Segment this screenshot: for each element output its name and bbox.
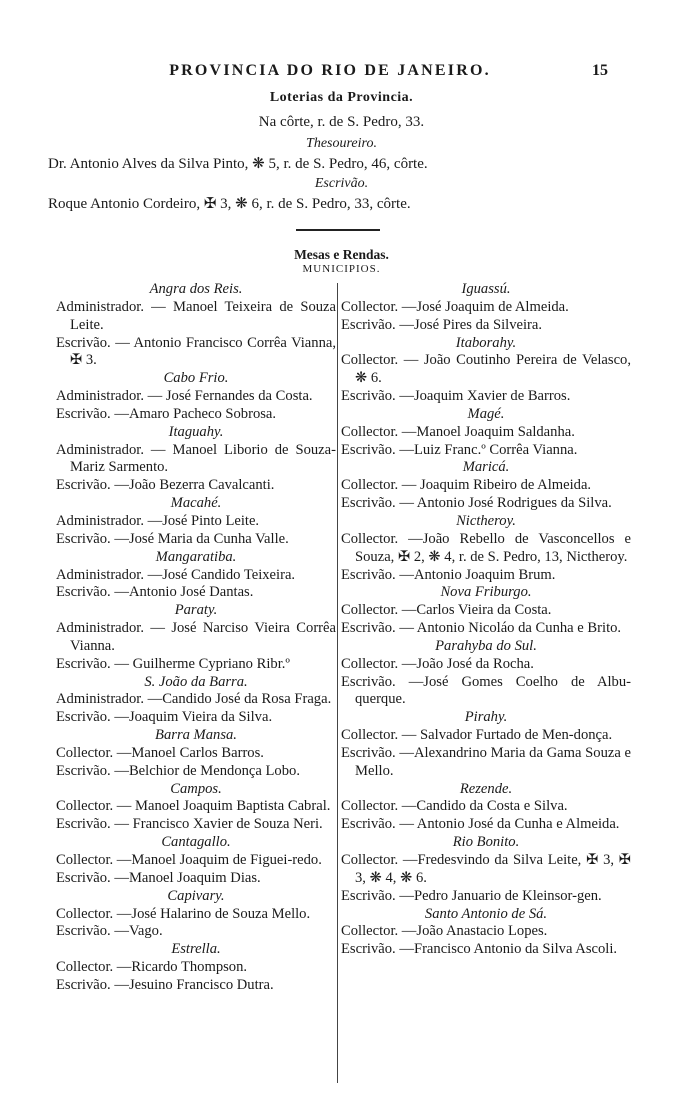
municipio-heading: Mangaratiba. xyxy=(155,548,237,565)
official-entry: Escrivão. —Manoel Joaquim Dias. xyxy=(56,869,261,886)
official-entry: Collector. —Carlos Vieira da Costa. xyxy=(341,602,552,619)
official-entry: Escrivão. —Joaquim Vieira da Silva. xyxy=(56,709,273,726)
municipio-heading: Barra Mansa. xyxy=(155,727,237,744)
official-entry: Escrivão. —João Bezerra Cavalcanti. xyxy=(56,477,275,494)
municipio-heading: Parahyba do Sul. xyxy=(435,637,537,654)
official-entry: Administrador. —Candido José da Rosa Fraga. xyxy=(56,691,332,708)
municipio-heading: Maricá. xyxy=(462,459,510,476)
official-entry: Collector. — Manoel Joaquim Baptista Cabral. xyxy=(56,798,331,815)
official-entry: Escrivão. — Antonio José Rodrigues da Silva. xyxy=(341,495,612,512)
official-entry: Administrador. —José Pinto Leite. xyxy=(56,512,260,529)
municipio-heading: Santo Antonio de Sá. xyxy=(424,905,548,922)
official-entry: Collector. — Salvador Furtado de Men-donça. xyxy=(341,727,613,744)
official-entry: Administrador. — José Fernandes da Costa. xyxy=(56,388,313,405)
official-entry: Escrivão. —Vago. xyxy=(56,923,163,940)
municipio-heading: Paraty. xyxy=(174,602,218,619)
municipio-heading: Itaborahy. xyxy=(455,334,517,351)
municipio-heading: Angra dos Reis. xyxy=(149,281,243,297)
official-entry: Escrivão. —Francisco Antonio da Silva Ascoli. xyxy=(341,941,618,958)
official-entry: Escrivão. —Antonio José Dantas. xyxy=(56,584,254,601)
official-entry: Escrivão. —Alexandrino Maria da Gama Souza e Mello. xyxy=(341,744,631,779)
official-entry: Escrivão. —Luiz Franc.º Corrêa Vianna. xyxy=(341,441,578,458)
right-column xyxy=(341,281,631,959)
thesoureiro-name: Dr. Antonio Alves da Silva Pinto, ❋ 5, r. de S. Pedro, 46, côrte. xyxy=(48,156,428,172)
official-entry: Escrivão. —Belchior de Mendonça Lobo. xyxy=(56,762,300,779)
official-entry: Collector. — Joaquim Ribeiro de Almeida. xyxy=(341,477,592,494)
official-entry: Collector. —Fredesvindo da Silva Leite, ✠ 3, ✠ 3, ❋ 4, ❋ 6. xyxy=(341,852,631,886)
municipio-heading: Estrella. xyxy=(171,941,221,958)
official-entry: Escrivão. —José Gomes Coelho de Albu-querque. xyxy=(341,673,631,708)
official-entry: Collector. —João José da Rocha. xyxy=(341,655,534,672)
official-entry: Escrivão. —Antonio Joaquim Brum. xyxy=(341,566,556,583)
official-entry: Escrivão. —Joaquim Xavier de Barros. xyxy=(341,388,571,405)
municipio-heading: Iguassú. xyxy=(461,281,511,297)
left-column xyxy=(56,281,336,995)
municipio-heading: Magé. xyxy=(467,405,505,422)
page-title: PROVINCIA DO RIO DE JANEIRO. xyxy=(169,62,491,79)
official-entry: Escrivão. — Guilherme Cypriano Ribr.º xyxy=(56,655,290,672)
municipio-heading: Campos. xyxy=(170,780,222,797)
official-entry: Collector. —Manoel Joaquim de Figuei-redo. xyxy=(56,852,322,868)
official-entry: Collector. —José Halarino de Souza Mello. xyxy=(56,905,311,922)
official-entry: Escrivão. —José Maria da Cunha Valle. xyxy=(56,530,289,547)
official-entry: Escrivão. —Pedro Januario de Kleinsor-gen. xyxy=(341,887,602,904)
municipio-heading: Nova Friburgo. xyxy=(440,584,532,601)
municipio-heading: Cantagallo. xyxy=(161,834,231,851)
official-entry: Escrivão. — Antonio Francisco Corrêa Vianna, ✠ 3. xyxy=(56,334,336,369)
official-entry: Collector. —Manoel Carlos Barros. xyxy=(56,744,264,761)
official-entry: Collector. —Ricardo Thompson. xyxy=(56,959,248,976)
loterias-address: Na côrte, r. de S. Pedro, 33. xyxy=(258,114,425,130)
official-entry: Administrador. —José Candido Teixeira. xyxy=(56,566,296,583)
page-number: 15 xyxy=(592,62,608,79)
municipio-heading: Rezende. xyxy=(459,780,513,797)
official-entry: Escrivão. — Francisco Xavier de Souza Neri. xyxy=(56,816,323,833)
official-entry: Administrador. — Manoel Liborio de Souza-Mariz Sarmento. xyxy=(56,441,336,476)
thesoureiro-label: Thesoureiro. xyxy=(306,136,377,151)
official-entry: Collector. —João Rebello de Vasconcellos e Souza, ✠ 2, ❋ 4, r. de S. Pedro, 13, Nictheroy. xyxy=(341,530,631,565)
official-entry: Collector. —José Joaquim de Almeida. xyxy=(341,298,569,315)
municipio-heading: Macahé. xyxy=(170,495,222,512)
official-entry: Administrador. — José Narciso Vieira Corrêa Vianna. xyxy=(56,620,336,654)
official-entry: Escrivão. —José Pires da Silveira. xyxy=(341,316,543,333)
municipio-heading: Pirahy. xyxy=(464,709,508,726)
official-entry: Collector. —Candido da Costa e Silva. xyxy=(341,798,568,815)
official-entry: Escrivão. —Amaro Pacheco Sobrosa. xyxy=(56,405,277,422)
escrivao-label: Escrivão. xyxy=(314,176,369,191)
official-entry: Collector. —Manoel Joaquim Saldanha. xyxy=(341,423,575,440)
official-entry: Escrivão. —Jesuino Francisco Dutra. xyxy=(56,976,274,993)
escrivao-name: Roque Antonio Cordeiro, ✠ 3, ❋ 6, r. de S. Pedro, 33, côrte. xyxy=(48,196,411,212)
municipio-heading: Rio Bonito. xyxy=(452,834,520,851)
municipio-heading: Cabo Frio. xyxy=(163,370,229,387)
section-divider-rule xyxy=(296,229,380,231)
official-entry: Collector. —João Anastacio Lopes. xyxy=(341,923,548,940)
municipio-heading: Itaguahy. xyxy=(168,423,224,440)
official-entry: Escrivão. — Antonio José da Cunha e Almeida. xyxy=(341,816,620,833)
official-entry: Administrador. — Manoel Teixeira de Souza Leite. xyxy=(56,298,336,333)
official-entry: Collector. — João Coutinho Pereira de Velasco, ❋ 6. xyxy=(341,352,631,387)
official-entry: Escrivão. — Antonio Nicoláo da Cunha e Brito. xyxy=(341,620,622,637)
municipio-heading: Nictheroy. xyxy=(456,512,516,529)
section-title-mesas: Mesas e Rendas. xyxy=(294,247,389,262)
municipio-heading: S. João da Barra. xyxy=(144,673,248,690)
column-divider xyxy=(337,283,338,1083)
section-title-loterias: Loterias da Provincia. xyxy=(269,90,414,105)
section-subtitle-municipios: MUNICIPIOS. xyxy=(302,263,381,275)
municipio-heading: Capivary. xyxy=(167,887,225,904)
